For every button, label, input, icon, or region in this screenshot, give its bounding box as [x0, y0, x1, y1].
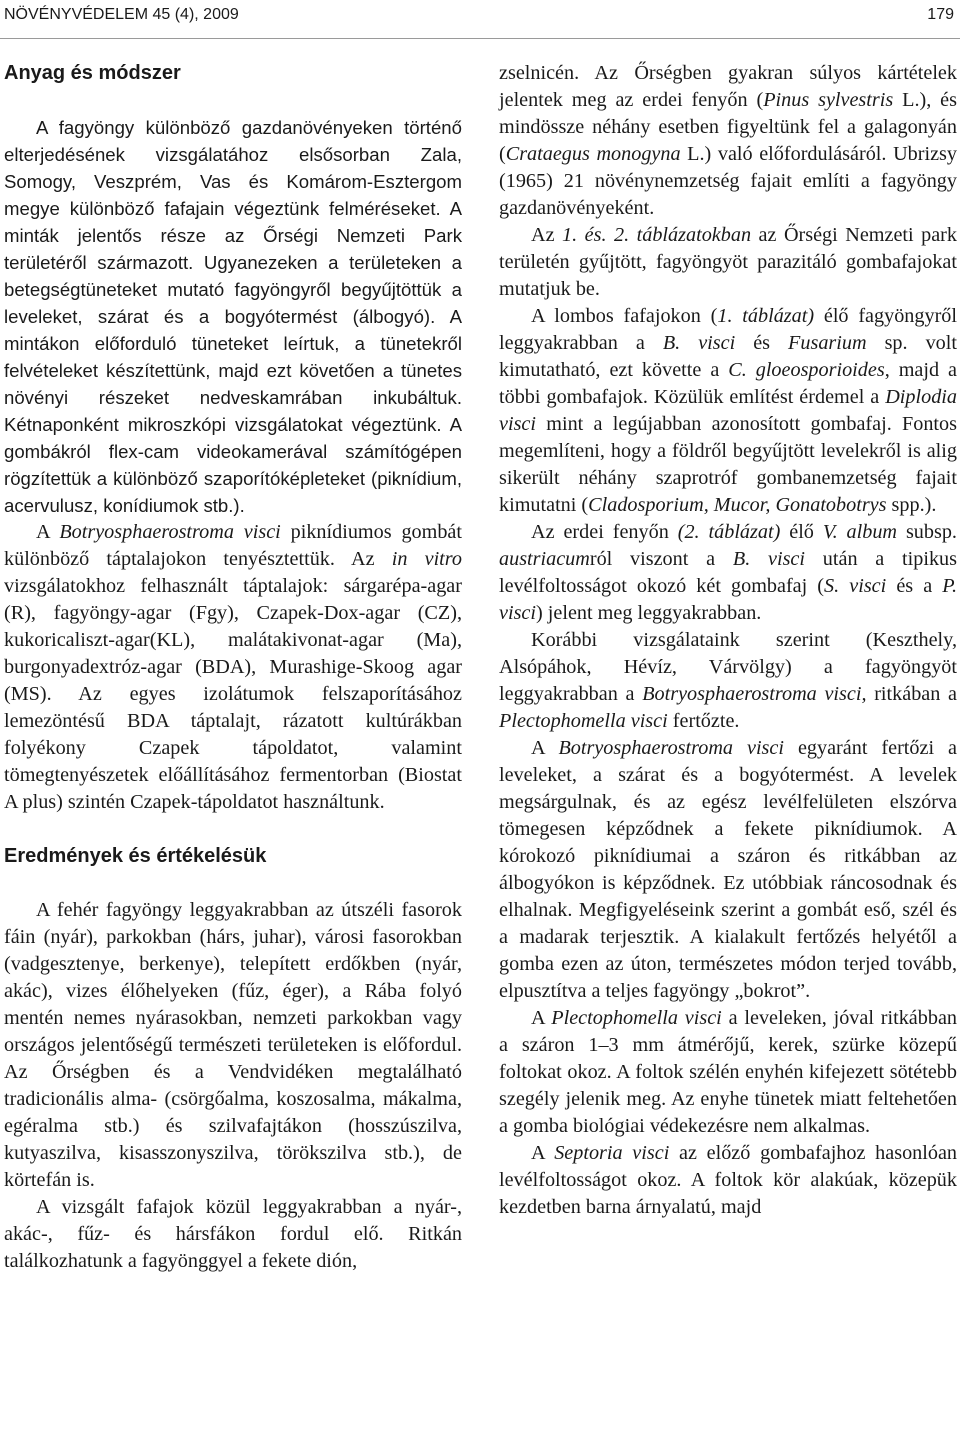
- page-number: 179: [927, 6, 954, 23]
- results-paragraph-2: A vizsgált fafajok közül leggyakrabban a nyár-, akác-, fűz- és hársfákon fordul elő. Ritkán találkozhatunk a fagyönggyel a fekete dión,: [4, 1196, 462, 1272]
- results-paragraph-earlier: Korábbi vizsgálataink szerint (Keszthely, Alsópáhok, Hévíz, Várvölgy) a fagyöngyöt leggyakrabban a Botryosphaerostroma visci, ritkában a Plectophomella visci fertőzte.: [499, 629, 958, 732]
- results-paragraph-plectophomella: A Plectophomella visci a leveleken, jóval ritkábban a száron 1–3 mm átmérőjű, kerek, szürke közepű foltokat okoz. A foltok szélén enyhén kifejezett sötétebb szegély jelenik meg. Az enyhe tünetek miatt feltehetően a gomba biológiai védekezésre nem alkalmas.: [499, 1007, 957, 1137]
- running-header: [4, 6, 954, 30]
- methods-paragraph-1: A fagyöngy különböző gazdanövényeken történő elterjedésének vizsgálatához elsősorban Zala, Somogy, Veszprém, Vas és Komárom-Esztergom megye különböző fafajain végeztünk felméréseket. A minták jelentős része az Őrségi Nemzeti Park területéről származott. Ugyanezeken a területeken a betegségtüneteket mutató fagyöngyről begyűjtöttük a leveleket, szárat és a bogyótermést (álbogyó). A mintákon előforduló tüneteket leírtuk, a tünetekről felvételeket készítettünk, majd ezt követően a tünetes növényi részeket nedveskamrában inkubáltuk. Kétnaponként mikroszkópi vizsgálatokat végeztünk. A gombákról flex-cam videokamerával számítógépen rögzítettük a különböző szaporítóképleteket (piknídium, acervulusz, konídiumok stb.).: [4, 117, 462, 516]
- results-paragraph-continued: zselnicén. Az Őrségben gyakran súlyos kártételek jelentek meg az erdei fenyőn (Pinus sylvestris L.), és mindössze néhány esetben figyeltünk fel a galagonyán (Crataegus monogyna L.) való előfordulásáról. Ubrizsy (1965) 21 növénynemzetség fajait említi a fagyöngy gazdanövényeként.: [499, 62, 957, 219]
- results-paragraph-botryosphaerostroma: A Botryosphaerostroma visci egyaránt fertőzi a leveleket, a szárat és a bogyótermést. A levelek megsárgulnak, és az egész levélfelületen elszórva tömegesen képződnek a fekete piknídiumok. A kórokozó piknídiumai a száron és ritkábban az álbogyókon is képződnek. Ez utóbbiak ráncosodnak és elhalnak. Megfigyeléseink szerint a gombát eső, szél és a madarak terjesztik. A kialakult fertőzés helyétől a gomba ezen az úton, természetes módon terjed tovább, elpusztítva a teljes fagyöngy „bokrot”.: [499, 737, 958, 1002]
- section-heading-methods: Anyag és módszer: [4, 62, 181, 84]
- journal-citation: NÖVÉNYVÉDELEM 45 (4), 2009: [4, 6, 239, 23]
- right-column: [499, 60, 957, 1221]
- left-column: [4, 60, 462, 1275]
- results-paragraph-tables: Az 1. és. 2. táblázatokban az Őrségi Nemzeti park területén gyűjtött, fagyöngyöt parazitáló gombafajokat mutatjuk be.: [499, 224, 957, 300]
- results-paragraph-1: A fehér fagyöngy leggyakrabban az útszéli fasorok fáin (nyár), parkokban (hárs, juhar), városi fasorokban (vadgesztenye, berkenye), telepített erdőkben (nyár, akác), vizes élőhelyeken (fűz, éger), a Rába folyó mentén nemes nyárasokban, nemzeti parkokban vagy országos jelentőségű természeti területeken is előfordul. Az Őrségben és a Vendvidéken megtalálható tradicionális alma- (csörgőalma, koszosalma, mákalma, egéralma stb.) és szilvafajtákon (hosszúszilva, kutyaszilva, kisasszonyszilva, törökszilva stb.), de körtefán is.: [4, 899, 462, 1191]
- results-paragraph-deciduous: A lombos fafajokon (1. táblázat) élő fagyöngyről leggyakrabban a B. visci és Fusarium sp. volt kimutatható, ezt követte a C. gloeosporioides, majd a többi gombafajok. Közülük említést érdemel a Diplodia visci mint a legújabban azonosított gombafaj. Fontos megemlíteni, hogy a földről begyűjtött levelekről is alig sikerült néhány szaprotróf gombanemzetség fajait kimutatni (Cladosporium, Mucor, Gonatobotrys spp.).: [499, 305, 958, 516]
- section-heading-results: Eredmények és értékelésük: [4, 845, 267, 867]
- header-rule: [0, 38, 960, 39]
- results-paragraph-septoria: A Septoria visci az előző gombafajhoz hasonlóan levélfoltosságot okoz. A foltok kör alakúak, közepük kezdetben barna árnyalatú, majd: [499, 1142, 958, 1218]
- results-paragraph-pine: Az erdei fenyőn (2. táblázat) élő V. album subsp. austriacumról viszont a B. visci után a tipikus levélfoltosságot okozó két gombafaj (S. visci és a P. visci) jelent meg leggyakrabban.: [499, 521, 958, 624]
- methods-paragraph-2: A Botryosphaerostroma visci piknídiumos gombát különböző táptalajokon tenyésztettük. Az in vitro vizsgálatokhoz felhasznált táptalajok: sárgarépa-agar (R), fagyöngy-agar (Fgy), Czapek-Dox-agar (CZ), kukoricaliszt-agar(KL), malátakivonat-agar (Ma), burgonyadextróz-agar (BDA), Murashige-Skoog agar (MS). Az egyes izolátumok felszaporításához lemezöntésű BDA táptalajt, rázatott kultúrákban folyékony Czapek tápoldatot, valamint tömegtenyészetek előállításához fermentorban (Biostat A plus) szintén Czapek-tápoldatot használtunk.: [4, 521, 462, 813]
